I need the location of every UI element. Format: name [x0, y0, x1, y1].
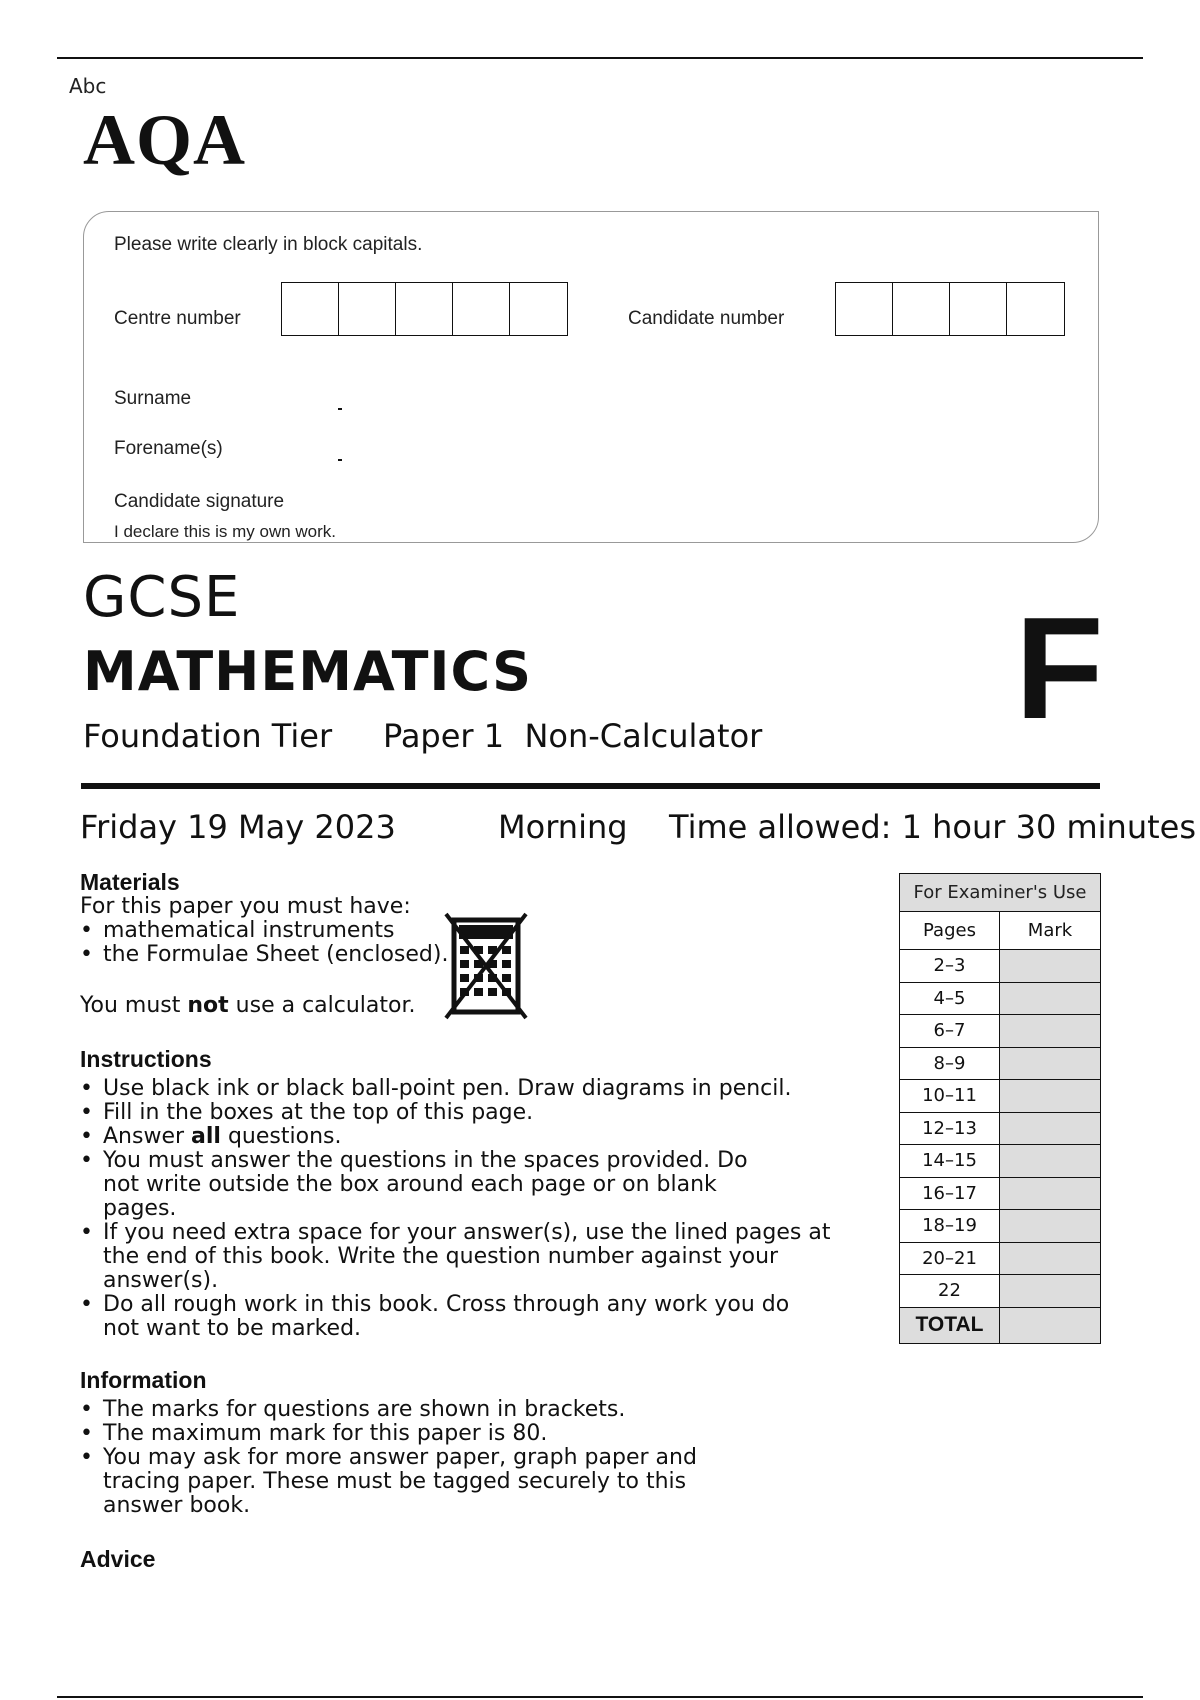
mark-cell	[1000, 982, 1101, 1015]
bottom-rule	[57, 1696, 1143, 1698]
list-item: • The marks for questions are shown in brackets.	[80, 1398, 720, 1422]
candidate-digit-box[interactable]	[893, 283, 950, 335]
list-item: • If you need extra space for your answer(s), use the lined pages at the end of this book. Write the question number against your answer(s).	[80, 1221, 850, 1293]
mark-cell	[1000, 1047, 1101, 1080]
total-mark-cell	[1000, 1307, 1101, 1343]
table-row: 4–5	[900, 982, 1101, 1015]
no-calculator-icon	[444, 910, 528, 1022]
table-row-total	[900, 1307, 1101, 1343]
candidate-digit-box[interactable]	[1007, 283, 1064, 335]
mark-cell	[1000, 1112, 1101, 1145]
forenames-label: Forename(s)	[114, 438, 223, 459]
examiner-table-title: For Examiner's Use	[900, 874, 1101, 912]
paper-type: Non-Calculator	[524, 717, 763, 755]
list-item: • You must answer the questions in the spaces provided. Do not write outside the box around each page or on blank pages.	[80, 1149, 753, 1221]
list-item: • the Formulae Sheet (enclosed).	[80, 943, 448, 967]
aqa-logo: AQA	[83, 100, 246, 180]
mark-cell	[1000, 1242, 1101, 1275]
tier-text: Foundation Tier	[83, 717, 333, 755]
exam-date: Friday 19 May 2023	[80, 808, 396, 846]
centre-digit-box[interactable]	[396, 283, 453, 335]
centre-number-boxes[interactable]	[281, 282, 568, 336]
signature-label: Candidate signature	[114, 491, 285, 512]
mark-cell	[1000, 950, 1101, 983]
mark-cell	[1000, 1210, 1101, 1243]
instructions-heading: Instructions	[80, 1046, 212, 1072]
candidate-digit-box[interactable]	[950, 283, 1007, 335]
mark-cell	[1000, 1145, 1101, 1178]
pages-column-header: Pages	[900, 912, 1000, 950]
header-abc: Abc	[69, 74, 107, 98]
paper-number: Paper 1	[382, 717, 505, 755]
candidate-number-label: Candidate number	[628, 308, 785, 329]
table-row: 8–9	[900, 1047, 1101, 1080]
centre-digit-box[interactable]	[282, 283, 339, 335]
time-allowed: Time allowed: 1 hour 30 minutes	[669, 808, 1196, 846]
list-item: • Use black ink or black ball-point pen. Draw diagrams in pencil.	[80, 1077, 850, 1101]
materials-list	[80, 919, 448, 967]
title-divider	[81, 783, 1100, 789]
top-rule	[57, 57, 1143, 59]
centre-number-label: Centre number	[114, 308, 241, 329]
tier-letter: F	[1015, 587, 1104, 749]
paper-details	[83, 717, 763, 755]
qualification-title: GCSE	[83, 565, 241, 630]
declaration-text: I declare this is my own work.	[114, 522, 337, 541]
mark-column-header: Mark	[1000, 912, 1101, 950]
information-list	[80, 1398, 720, 1518]
mark-cell	[1000, 1080, 1101, 1113]
list-item: • You may ask for more answer paper, graph paper and tracing paper. These must be tagged securely to this answer book.	[80, 1446, 720, 1518]
instructions-list	[80, 1077, 850, 1341]
mark-cell	[1000, 1015, 1101, 1048]
exam-session: Morning	[498, 808, 628, 846]
table-row: 6–7	[900, 1015, 1101, 1048]
table-row: 20–21	[900, 1242, 1101, 1275]
forenames-field[interactable]	[338, 459, 342, 461]
table-row: 18–19	[900, 1210, 1101, 1243]
centre-digit-box[interactable]	[339, 283, 396, 335]
candidate-details-box	[83, 211, 1099, 543]
total-label: TOTAL	[900, 1307, 1000, 1343]
candidate-digit-box[interactable]	[836, 283, 893, 335]
table-row: 2–3	[900, 950, 1101, 983]
candidate-number-boxes[interactable]	[835, 282, 1065, 336]
mark-cell	[1000, 1177, 1101, 1210]
mark-cell	[1000, 1275, 1101, 1308]
advice-heading: Advice	[80, 1546, 156, 1572]
surname-label: Surname	[114, 388, 192, 409]
centre-digit-box[interactable]	[453, 283, 510, 335]
table-row: 10–11	[900, 1080, 1101, 1113]
table-row: 12–13	[900, 1112, 1101, 1145]
examiner-use-table	[899, 873, 1101, 1344]
block-capitals-instruction: Please write clearly in block capitals.	[114, 234, 423, 255]
table-row: 16–17	[900, 1177, 1101, 1210]
information-heading: Information	[80, 1367, 207, 1393]
materials-intro: For this paper you must have:	[80, 894, 411, 919]
list-item: • Answer all questions.	[80, 1125, 850, 1149]
table-row: 22	[900, 1275, 1101, 1308]
centre-digit-box[interactable]	[510, 283, 567, 335]
subject-title: MATHEMATICS	[83, 640, 533, 703]
surname-field[interactable]	[338, 408, 342, 410]
table-row: 14–15	[900, 1145, 1101, 1178]
calculator-notice: You must not use a calculator.	[80, 993, 416, 1018]
list-item: • Do all rough work in this book. Cross through any work you do not want to be marked.	[80, 1293, 823, 1341]
materials-heading: Materials	[80, 869, 180, 895]
list-item: • mathematical instruments	[80, 919, 448, 943]
list-item: • The maximum mark for this paper is 80.	[80, 1422, 720, 1446]
list-item: • Fill in the boxes at the top of this page.	[80, 1101, 850, 1125]
